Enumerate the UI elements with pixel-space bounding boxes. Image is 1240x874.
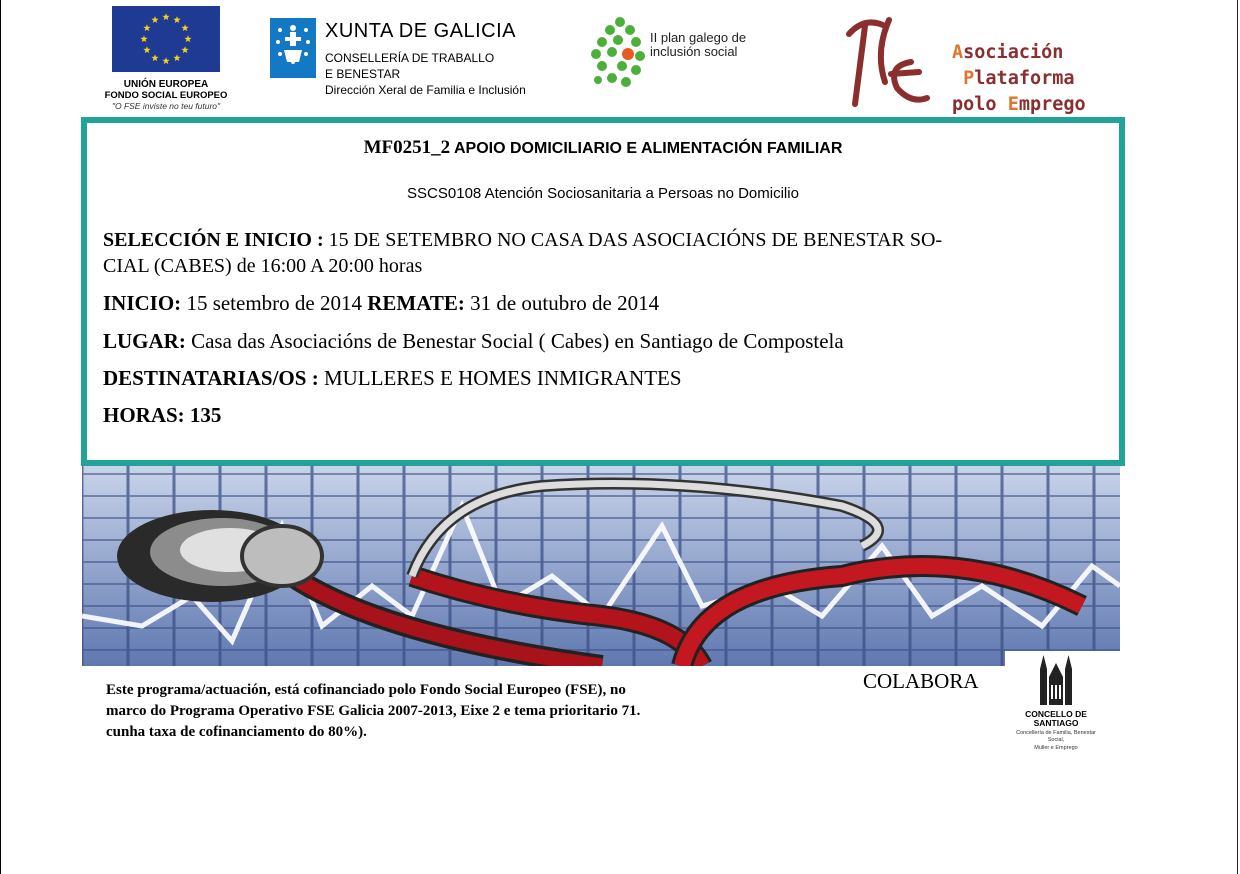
remate-value: 31 de outubro de 2014 xyxy=(464,291,660,315)
horas-row xyxy=(103,403,221,428)
asociacion-line1: Asociación xyxy=(952,42,1064,63)
inicio-value: 15 setembro de 2014 xyxy=(181,291,368,315)
plan-inclusion-logo xyxy=(582,12,774,104)
course-info-box xyxy=(81,117,1125,466)
seleccion-row xyxy=(103,227,942,279)
asociacion-line3: polo Emprego xyxy=(952,94,1086,115)
course-subtitle: SSCS0108 Atención Sociosanitaria a Persoas no Domicilio xyxy=(407,185,799,202)
page-edge-left xyxy=(0,0,1,874)
inicio-row xyxy=(103,291,659,316)
course-code: MF0251_2 xyxy=(363,137,451,158)
lugar-value: Casa das Asociacións de Benestar Social ( Cabes) en Santiago de Compostela xyxy=(185,329,844,353)
inicio-label: INICIO: xyxy=(103,291,182,315)
cofinancing-line3: cunha taxa de cofinanciamento do 80%). xyxy=(106,724,367,740)
course-title xyxy=(87,137,1119,159)
destinatarias-row xyxy=(103,366,682,391)
concello-line2: SANTIAGO xyxy=(1033,718,1079,728)
stethoscope-heart-chart-image xyxy=(82,466,1120,666)
asociacion-text xyxy=(952,40,1086,118)
cofinancing-line1: Este programa/actuación, está cofinanciado polo Fondo Social Europeo (FSE), no xyxy=(106,682,626,698)
cathedral-icon xyxy=(1036,655,1076,705)
xunta-logo xyxy=(270,18,560,102)
lugar-label: LUGAR: xyxy=(103,329,186,353)
concello-santiago-logo xyxy=(1012,655,1100,752)
horas-label: HORAS: 135 xyxy=(103,403,222,427)
xunta-line1: CONSELLERÍA DE TRABALLO xyxy=(325,51,495,65)
cofinancing-line2: marco do Programa Operativo FSE Galicia 2007-2013, Eixe 2 e tema prioritario 71. xyxy=(106,703,641,719)
xunta-emblem-icon xyxy=(270,18,316,78)
xunta-line2: E BENESTAR xyxy=(325,67,401,81)
concello-line4: Muller e Emprego xyxy=(1034,745,1078,751)
course-title-text: APOIO DOMICILIARIO E ALIMENTACIÓN FAMILIAR xyxy=(453,140,843,157)
seleccion-value-2: CIAL (CABES) de 16:00 A 20:00 horas xyxy=(103,255,423,277)
remate-label: REMATE: xyxy=(367,291,465,315)
asociacion-emblem-icon xyxy=(835,12,945,112)
plan-line2: inclusión social xyxy=(650,44,738,59)
eu-logo xyxy=(88,6,244,116)
lugar-row xyxy=(103,329,844,354)
destinatarias-value: MULLERES E HOMES INMIGRANTES xyxy=(318,366,682,390)
destinatarias-label: DESTINATARIAS/OS : xyxy=(103,366,319,390)
asociacion-line1-rest: sociación xyxy=(963,42,1064,63)
xunta-name: XUNTA DE GALICIA xyxy=(325,20,517,42)
seleccion-value-1: 15 DE SETEMBRO NO CASA DAS ASOCIACIÓNS DE BENESTAR SO- xyxy=(323,229,943,251)
eu-flag-icon xyxy=(112,6,220,72)
asociacion-line2: Plataforma xyxy=(963,68,1075,89)
colabora-label: COLABORA xyxy=(863,669,979,693)
eu-logo-line1: UNIÓN EUROPEA xyxy=(123,79,209,90)
page-edge-right xyxy=(1237,0,1238,874)
eu-logo-line3: "O FSE inviste no teu futuro" xyxy=(111,101,221,111)
concello-line3: Concellería de Familia, Benestar Social, xyxy=(1016,730,1096,743)
xunta-line3: Dirección Xeral de Familia e Inclusión xyxy=(325,83,526,97)
eu-logo-line2: FONDO SOCIAL EUROPEO xyxy=(104,90,228,101)
asociacion-plataforma-logo xyxy=(835,12,1125,116)
cofinancing-note xyxy=(106,680,640,743)
plan-line1: II plan galego de xyxy=(650,30,747,45)
seleccion-label: SELECCIÓN E INICIO : xyxy=(103,229,324,251)
concello-line1: CONCELLO DE xyxy=(1025,709,1087,719)
plan-text xyxy=(650,31,746,59)
green-dots-icon xyxy=(588,16,650,90)
